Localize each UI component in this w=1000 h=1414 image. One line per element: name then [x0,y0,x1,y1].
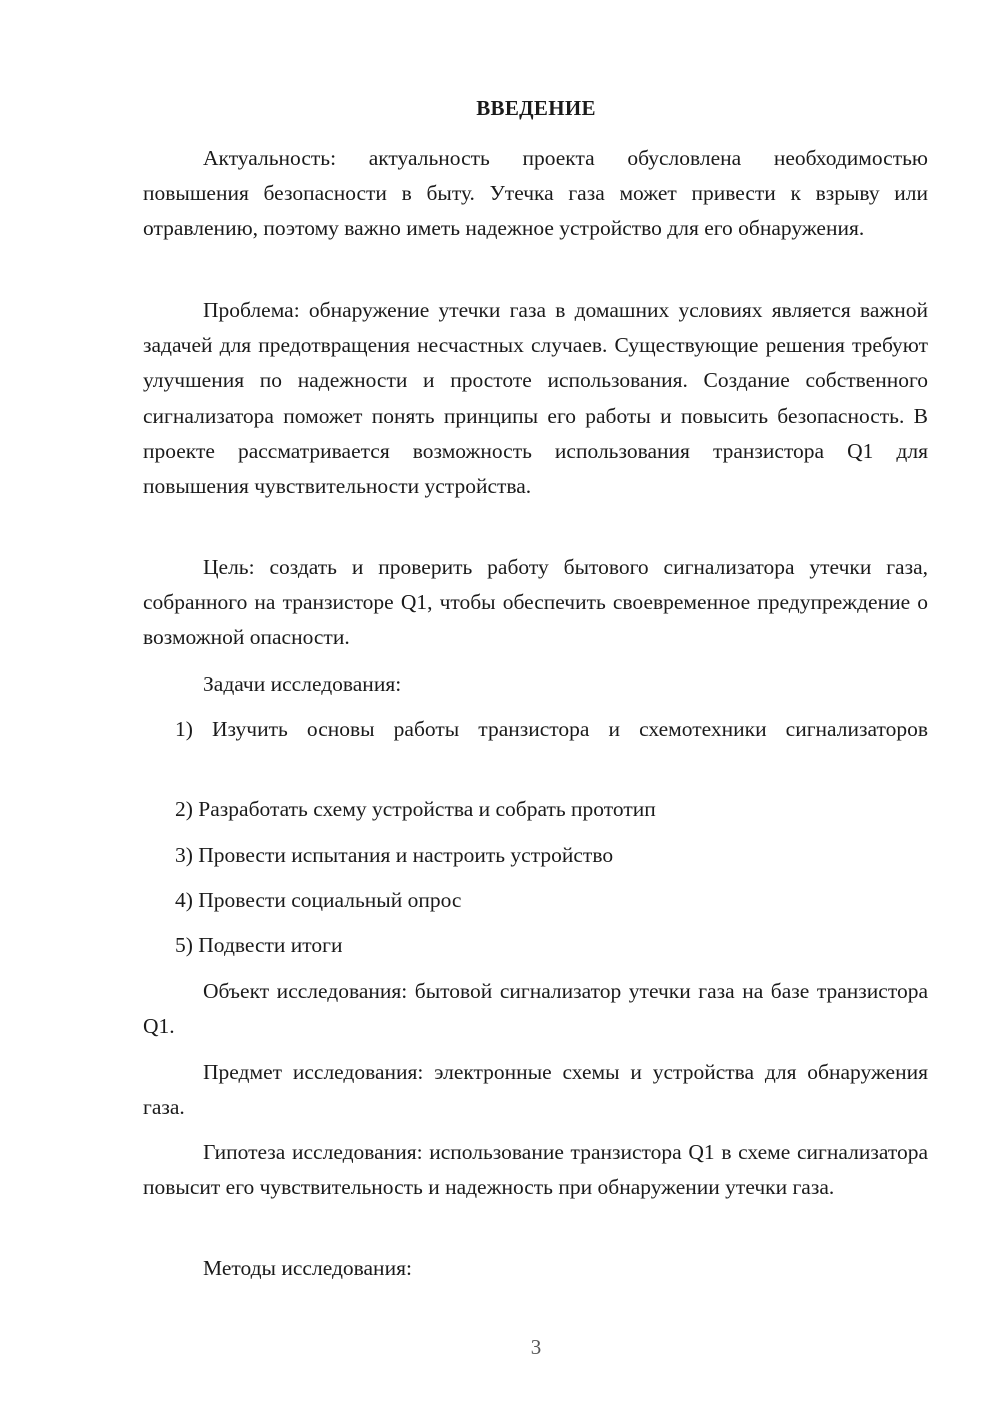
list-item: 5) Подвести итоги [175,933,343,957]
relevance-paragraph: Актуальность: актуальность проекта обусловлена необходимостью повышения безопасности в быту. Утечка газа может привести к взрыву или отравлению, поэтому важно иметь надежное устройство для его обнаружения. [143,146,928,241]
page-title: ВВЕДЕНИЕ [476,96,596,120]
list-item: 3) Провести испытания и настроить устройство [175,843,614,867]
methods-heading: Методы исследования: [203,1256,412,1280]
hypothesis-paragraph: Гипотеза исследования: использование транзистора Q1 в схеме сигнализатора повысит его чувствительность и надежность при обнаружении утечки газа. [143,1140,928,1200]
tasks-heading: Задачи исследования: [203,672,402,696]
list-item: 4) Провести социальный опрос [175,888,462,912]
list-item: 1) Изучить основы работы транзистора и схемотехники сигнализаторов [175,717,928,741]
goal-paragraph: Цель: создать и проверить работу бытового сигнализатора утечки газа, собранного на транзисторе Q1, чтобы обеспечить своевременное предупреждение о возможной опасности. [143,555,928,650]
problem-paragraph: Проблема: обнаружение утечки газа в домашних условиях является важной задачей для предотвращения несчастных случаев. Существующие решения требуют улучшения по надежности и простоте использования. Создание собственного сигнализатора поможет понять принципы его работы и повысить безопасность. В проекте рассматривается возможность использования транзистора Q1 для повышения чувствительности устройства. [143,298,928,499]
subject-paragraph: Предмет исследования: электронные схемы и устройства для обнаружения газа. [143,1060,928,1120]
object-paragraph: Объект исследования: бытовой сигнализатор утечки газа на базе транзистора Q1. [143,979,928,1039]
list-item: 2) Разработать схему устройства и собрать прототип [175,797,656,821]
page-number: 3 [530,1335,542,1359]
